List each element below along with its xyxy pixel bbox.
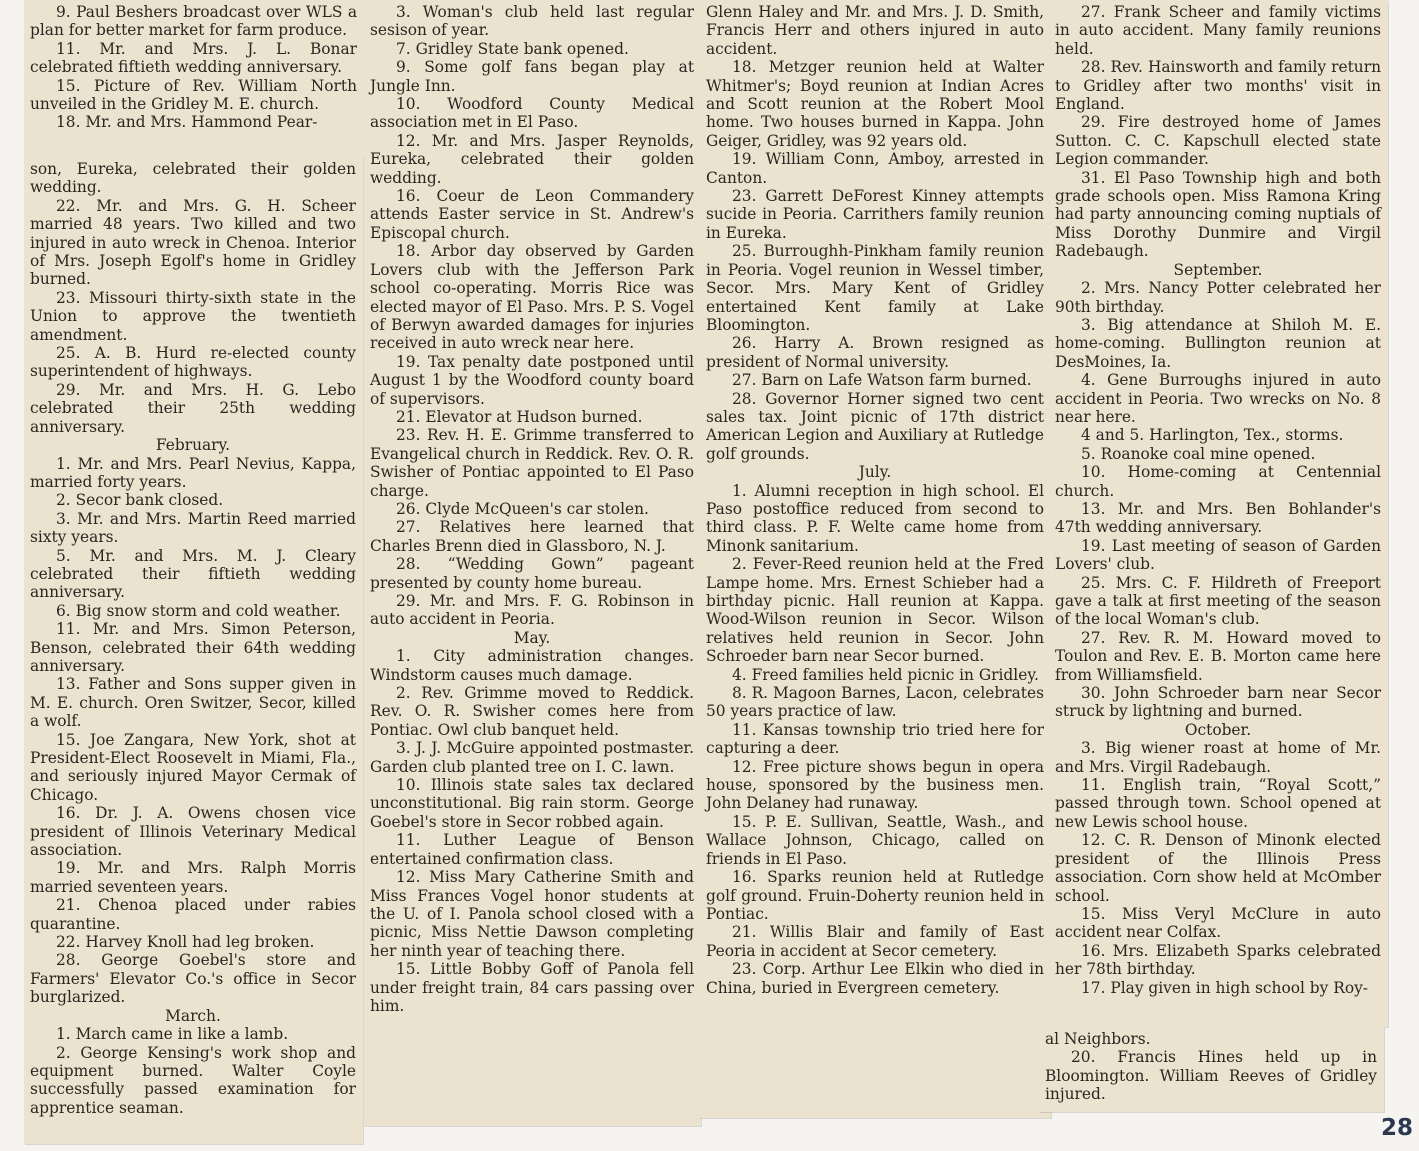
news-entry: 10. Home-coming at Centennial church. [1055,463,1381,500]
news-entry: 19. Tax penalty date postponed until August 1 by the Woodford county board of supervisors. [370,352,694,408]
entries [370,3,694,1015]
news-entry: 26. Clyde McQueen's car stolen. [396,499,649,518]
news-entry: 15. Picture of Rev. William North unveiled in the Gridley M. E. church. [30,76,357,114]
entries [30,3,357,132]
news-entry: 1. City administration changes. Windstorm causes much damage. [370,647,694,684]
news-entry: 25. A. B. Hurd re-elected county superintendent of highways. [30,344,356,381]
news-entry: 9. Paul Beshers broadcast over WLS a plan for better market for farm produce. [30,3,357,40]
news-entry: 18. Metzger reunion held at Walter Whitmer's; Boyd reunion at Indian Acres and Scott reunion at the Robert Mool home. Two houses burned in Kappa. John Geiger, Gridley, was 92 years old. [706,58,1044,150]
news-entry: 19. Mr. and Mrs. Ralph Morris married seventeen years. [30,859,356,896]
news-entry: 12. Mr. and Mrs. Jasper Reynolds, Eureka, celebrated their golden wedding. [370,131,694,187]
news-entry: 8. R. Magoon Barnes, Lacon, celebrates 50 years practice of law. [706,684,1044,721]
news-entry: 2. Rev. Grimme moved to Reddick. Rev. O. R. Swisher comes here from Pontiac. Owl club banquet held. [370,684,694,739]
news-entry: 11. Mr. and Mrs. J. L. Bonar celebrated fiftieth wedding anniversary. [30,39,357,77]
month-heading: February. [155,436,231,455]
news-entry: 16. Coeur de Leon Commandery attends Easter service in St. Andrew's Episcopal church. [370,187,694,242]
news-entry: 28. George Goebel's store and Farmers' Elevator Co.'s office in Secor burglarized. [30,951,356,1007]
news-entry: 23. Missouri thirty-sixth state in the Union to approve the twentieth amendment. [30,288,356,344]
page-number: 28 [1380,1115,1413,1141]
entries [30,160,356,1117]
news-entry: 28. Governor Horner signed two cent sales tax. Joint picnic of 17th district American Legion and Auxiliary at Rutledge golf grounds. [706,389,1044,463]
news-entry: 12. Free picture shows begun in opera house, sponsored by the business men. John Delaney had runaway. [706,757,1044,813]
news-entry: 22. Harvey Knoll had leg broken. [56,933,315,952]
news-entry: 1. Mr. and Mrs. Pearl Nevius, Kappa, married forty years. [30,454,356,491]
news-entry: 21. Willis Blair and family of East Peoria in accident at Secor cemetery. [706,923,1044,960]
news-entry: 23. Garrett DeForest Kinney attempts sucide in Peoria. Carrithers family reunion in Eureka. [706,187,1044,242]
news-entry: 30. John Schroeder barn near Secor struck by lightning and burned. [1055,684,1381,721]
news-entry: 4 and 5. Harlington, Tex., storms. [1081,426,1344,445]
news-entry: 29. Mr. and Mrs. F. G. Robinson in auto accident in Peoria. [370,592,694,629]
news-entry: 19. William Conn, Amboy, arrested in Canton. [706,150,1044,187]
news-entry: 26. Harry A. Brown resigned as president of Normal university. [706,334,1044,371]
clipping-column-4-bottom [1039,1027,1384,1112]
news-entry: 15. Little Bobby Goff of Panola fell under freight train, 84 cars passing over him. [370,960,694,1015]
news-entry: 12. C. R. Denson of Minonk elected president of the Illinois Press association. Corn show held at McOmber school. [1055,831,1381,905]
news-entry: 17. Play given in high school by Roy- [1081,978,1368,997]
news-entry: 11. English train, “Royal Scott,” passed through town. School opened at new Lewis school house. [1055,776,1381,831]
news-entry: 3. Big wiener roast at home of Mr. and Mrs. Virgil Radebaugh. [1055,739,1381,776]
news-entry: 15. Miss Veryl McClure in auto accident near Colfax. [1055,904,1381,942]
month-heading: July. [858,463,892,482]
news-entry: 16. Sparks reunion held at Rutledge golf ground. Fruin-Doherty reunion held in Pontiac. [706,868,1044,923]
news-entry: 28. Rev. Hainsworth and family return to Gridley after two months' visit in England. [1055,58,1381,114]
news-entry: 2. Fever-Reed reunion held at the Fred Lampe home. Mrs. Ernest Schieber had a birthday picnic. Hall reunion at Kappa. Wood-Wilson reunion in Secor. Wilson relatives held reunion in Secor. John Schroeder barn near Secor burned. [706,555,1044,666]
entry-continuation: Glenn Haley and Mr. and Mrs. J. D. Smith, Francis Herr and others injured in auto accident. [706,3,1044,58]
news-entry: 4. Gene Burroughs injured in auto accident in Peoria. Two wrecks on No. 8 near here. [1055,371,1381,426]
news-entry: 27. Rev. R. M. Howard moved to Toulon and Rev. E. B. Morton came here from Williamsfield. [1055,628,1381,684]
news-entry: 15. Joe Zangara, New York, shot at President-Elect Roosevelt in Miami, Fla., and seriously injured Mayor Cermak of Chicago. [30,730,356,804]
news-entry: 23. Rev. H. E. Grimme transferred to Evangelical church in Reddick. Rev. O. R. Swisher of Pontiac appointed to El Paso charge. [370,426,694,500]
news-entry: 12. Miss Mary Catherine Smith and Miss Frances Vogel honor students at the U. of I. Panola school closed with a picnic, Miss Nettie Dawson completing her ninth year of teaching there. [370,868,694,960]
month-heading: March. [165,1006,221,1025]
news-entry: 3. Woman's club held last regular sesison of year. [370,3,694,40]
news-entry: 29. Mr. and Mrs. H. G. Lebo celebrated their 25th wedding anniversary. [30,380,356,436]
month-heading: September. [1173,260,1263,279]
news-entry: 21. Chenoa placed under rabies quarantine. [30,896,356,933]
news-entry: 28. “Wedding Gown” pageant presented by county home bureau. [370,555,694,592]
news-entry: 15. P. E. Sullivan, Seattle, Wash., and Wallace Johnson, Chicago, called on friends in El Paso. [706,812,1044,868]
clipping-column-4-top [1049,0,1388,1027]
news-entry: 25. Mrs. C. F. Hildreth of Freeport gave a talk at first meeting of the season of the local Woman's club. [1055,573,1381,629]
news-entry: 2. Mrs. Nancy Potter celebrated her 90th birthday. [1055,279,1381,316]
news-entry: 21. Elevator at Hudson burned. [396,407,643,426]
clipping-column-1-bottom [24,157,363,1144]
news-entry: 11. Kansas township trio tried here for capturing a deer. [706,720,1044,758]
news-entry: 3. Mr. and Mrs. Martin Reed married sixty years. [30,509,356,547]
news-entry: 16. Mrs. Elizabeth Sparks celebrated her 78th birthday. [1055,941,1381,979]
news-entry: 2. Secor bank closed. [56,491,224,510]
news-entry: 3. Big attendance at Shiloh M. E. home-coming. Bullington reunion at DesMoines, Ia. [1055,315,1381,371]
news-entry: 7. Gridley State bank opened. [396,39,629,58]
news-entry: 11. Luther League of Benson entertained confirmation class. [370,831,694,868]
news-entry: 6. Big snow storm and cold weather. [56,601,341,620]
news-entry: 29. Fire destroyed home of James Sutton. C. C. Kapschull elected state Legion commander. [1055,113,1381,169]
entry-continuation: son, Eureka, celebrated their golden wedding. [30,160,356,197]
news-entry: 13. Father and Sons supper given in M. E. church. Oren Switzer, Secor, killed a wolf. [30,675,356,731]
entries [706,3,1044,997]
month-heading: May. [513,628,551,647]
news-entry: 19. Last meeting of season of Garden Lovers' club. [1055,536,1381,574]
news-entry: 18. Mr. and Mrs. Hammond Pear- [56,113,318,132]
news-entry: 16. Dr. J. A. Owens chosen vice president of Illinois Veterinary Medical association. [30,804,356,860]
news-entry: 22. Mr. and Mrs. G. H. Scheer married 48 years. Two killed and two injured in auto wreck in Chenoa. Interior of Mrs. Joseph Egolf's home in Gridley burned. [30,196,356,289]
clipping-column-3 [700,0,1051,1118]
news-entry: 23. Corp. Arthur Lee Elkin who died in China, buried in Evergreen cemetery. [706,960,1044,997]
news-entry: 31. El Paso Township high and both grade schools open. Miss Ramona Kring had party announcing coming nuptials of Miss Dorothy Dunmire and Virgil Radebaugh. [1055,168,1381,261]
news-entry: 20. Francis Hines held up in Bloomington. William Reeves of Gridley injured. [1045,1048,1377,1104]
news-entry: 4. Freed families held picnic in Gridley. [732,665,1039,684]
news-entry: 10. Woodford County Medical association met in El Paso. [370,95,694,132]
news-entry: 1. Alumni reception in high school. El Paso postoffice reduced from second to third class. P. F. Welte came home from Minonk sanitarium. [706,481,1044,555]
news-entry: 9. Some golf fans began play at Jungle Inn. [370,58,694,95]
news-entry: 27. Frank Scheer and family victims in auto accident. Many family reunions held. [1055,3,1381,58]
news-entry: 5. Mr. and Mrs. M. J. Cleary celebrated their fiftieth wedding anniversary. [30,546,356,602]
clipping-column-1-top [24,0,364,157]
month-heading: October. [1184,720,1252,739]
news-entry: 13. Mr. and Mrs. Ben Bohlander's 47th wedding anniversary. [1055,499,1381,537]
news-entry: 25. Burroughh-Pinkham family reunion in Peoria. Vogel reunion in Wessel timber, Secor. Mrs. Mary Kent of Gridley entertained Kent family at Lake Bloomington. [706,242,1044,334]
news-entry: 27. Relatives here learned that Charles Brenn died in Glassboro, N. J. [370,518,694,555]
news-entry: 5. Roanoke coal mine opened. [1081,444,1316,463]
entries [1055,3,1381,997]
news-entry: 3. J. J. McGuire appointed postmaster. Garden club planted tree on I. C. lawn. [370,739,694,776]
news-entry: 1. March came in like a lamb. [56,1025,289,1044]
entry-continuation: al Neighbors. [1045,1030,1151,1048]
news-entry: 18. Arbor day observed by Garden Lovers club with the Jefferson Park school co-operating. Morris Rice was elected mayor of El Paso. Mrs. P. S. Vogel of Berwyn awarded damages for injuries received in auto wreck near here. [370,242,694,353]
news-entry: 2. George Kensing's work shop and equipment burned. Walter Coyle successfully passed examination for apprentice seaman. [30,1043,356,1117]
news-entry: 11. Mr. and Mrs. Simon Peterson, Benson, celebrated their 64th wedding anniversary. [30,620,356,675]
entries [1045,1030,1377,1104]
news-entry: 27. Barn on Lafe Watson farm burned. [732,371,1032,390]
clipping-column-2 [364,0,701,1126]
news-entry: 10. Illinois state sales tax declared unconstitutional. Big rain storm. George Goebel's store in Secor robbed again. [370,776,694,831]
